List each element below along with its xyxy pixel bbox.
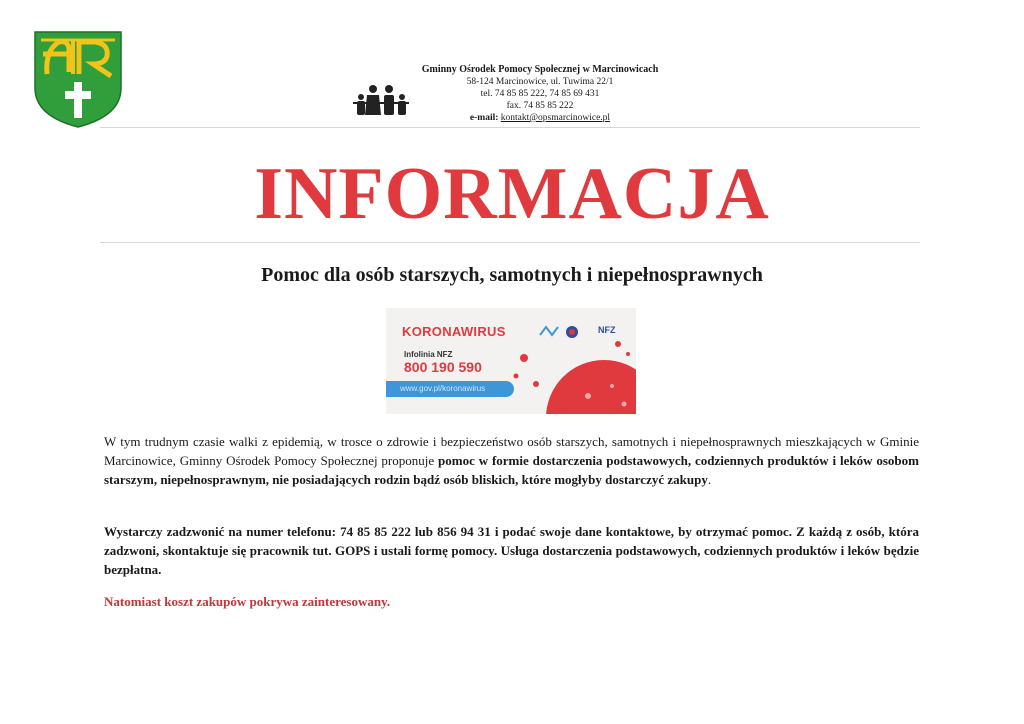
fax: fax. 74 85 85 222	[506, 101, 574, 111]
koronawirus-banner	[386, 308, 636, 414]
hotline-number: 800 190 590	[404, 359, 482, 375]
page-title: INFORMACJA	[254, 153, 770, 235]
email-link[interactable]: kontakt@opsmarcinowice.pl	[500, 113, 611, 123]
letterhead	[340, 64, 740, 124]
paragraph-intro-text: W tym trudnym czasie walki z epidemią, w trosce o zdrowie i bezpieczeństwo osób starszych, samotnych i niepełnosprawnych mieszkających w Gminie Marcinowice, Gminny Ośrodek Pomocy Społecznej proponuje	[104, 434, 919, 468]
paragraph-intro	[104, 432, 919, 489]
organization-name: Gminny Ośrodek Pomocy Społecznej w Marcinowicach	[421, 64, 659, 75]
hotline-label: Infolinia NFZ	[404, 350, 453, 359]
paragraph-contact: Wystarczy zadzwonić na numer telefonu: 74 85 85 222 lub 856 94 31 i podać swoje dane kontaktowe, by otrzymać pomoc. Z każdą z osób, która zadzwoni, skontaktuje się pracownik tut. GOPS i ustali formę pomocy. Usługa dostarczenia podstawowych, codziennych produktów i leków będzie bezpłatna.	[104, 524, 919, 577]
ministry-logo-icon	[536, 323, 632, 341]
paragraph-cost-note: Natomiast koszt zakupów pokrywa zainteresowany.	[104, 594, 391, 609]
page-subtitle: Pomoc dla osób starszych, samotnych i niepełnosprawnych	[261, 264, 763, 286]
banner-headline: KORONAWIRUS	[402, 324, 506, 339]
address: 58-124 Marcinowice, ul. Tuwima 22/1	[466, 77, 614, 87]
phone: tel. 74 85 85 222, 74 85 69 431	[480, 89, 600, 99]
banner-url[interactable]: www.gov.pl/koronawirus	[400, 384, 486, 393]
nfz-logo: NFZ	[598, 325, 616, 335]
virus-graphic-icon	[506, 336, 636, 414]
email-line	[340, 112, 740, 124]
paragraph-intro-end: .	[707, 472, 712, 487]
paragraph-intro-emphasis: pomoc w formie dostarczenia podstawowych, codziennych produktów i leków osobom starszym, niepełnosprawnym, nie posiadających rodzin bądź osób bliskich, które mogłyby dostarczyć zakupy	[104, 453, 919, 487]
coat-of-arms-icon	[33, 30, 123, 129]
email-label: e-mail:	[469, 113, 499, 123]
divider-bottom	[100, 242, 920, 243]
divider-top	[100, 127, 920, 128]
